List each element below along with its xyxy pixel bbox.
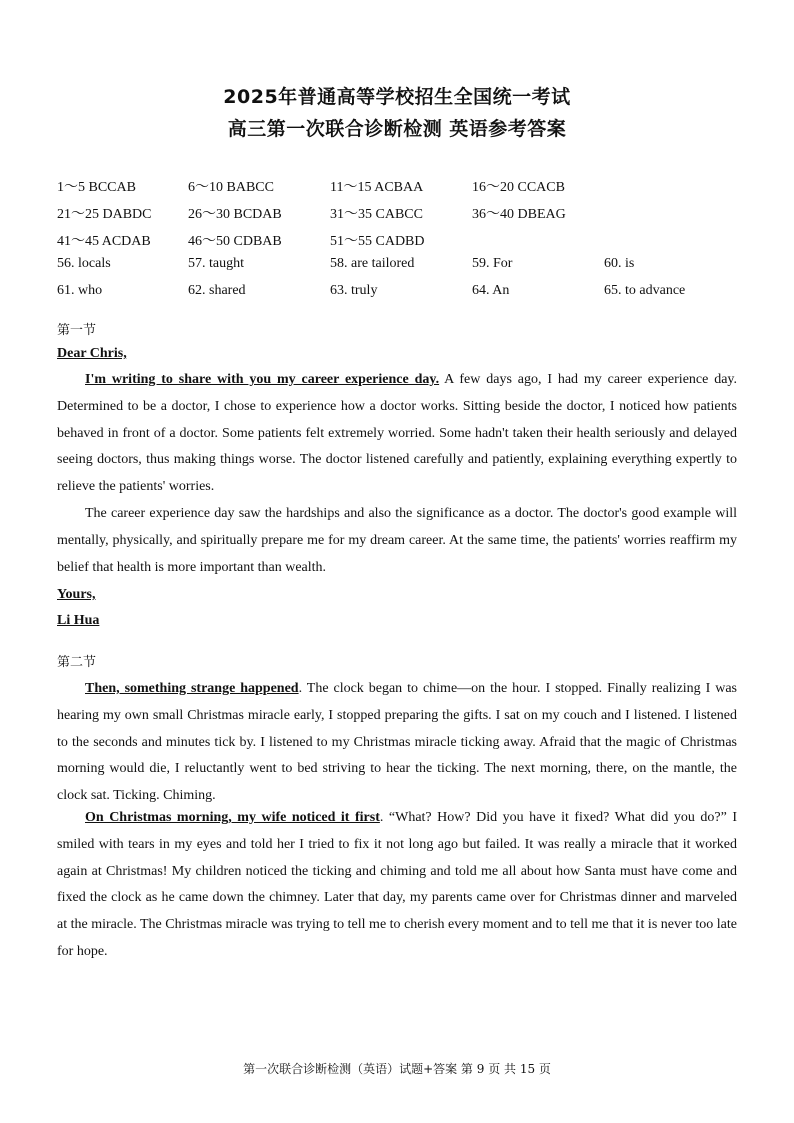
section-heading: 第二节 bbox=[57, 655, 97, 670]
lead-sentence: On Christmas morning, my wife noticed it first bbox=[85, 810, 380, 825]
paragraph-text: . “What? How? Did you have it fixed? What did you do?” I smiled with tears in my eyes and told her I tried to fix it not long ago but failed. It was really a miracle that it worked again at Christmas! My children noticed the ticking and chiming and told me all about how Santa must have come and fixed the clock as he came down the chimney. Later that day, my parents came over for Christmas dinner and marveled at the miracle. The Christmas miracle was trying to tell me to cherish every moment and to tell me that it is never too late for hope. bbox=[57, 810, 737, 959]
signature: Li Hua bbox=[57, 613, 100, 628]
page-footer: 第一次联合诊断检测（英语）试题+答案 第 9 页 共 15 页 bbox=[243, 1062, 551, 1076]
answer-item: 58. are tailored bbox=[330, 256, 415, 271]
story-paragraph bbox=[57, 676, 737, 810]
answer-item: 31～35 CABCC bbox=[330, 207, 423, 222]
answer-item: 41～45 ACDAB bbox=[57, 234, 151, 249]
answer-item: 6～10 BABCC bbox=[188, 180, 274, 195]
paragraph-text: A few days ago, I had my career experience day. Determined to be a doctor, I chose to experience how a doctor works. Sitting beside the doctor, I noticed how patients behaved in front of a doctor. Some patients felt extremely worried. Some hadn't taken their health seriously and delayed seeing doctors, thus making things worse. The doctor listened carefully and patiently, explaining everything expertly to relieve the patients' worries. bbox=[57, 372, 737, 495]
answer-item: 65. to advance bbox=[604, 283, 686, 298]
letter-paragraph bbox=[57, 367, 737, 501]
answer-item: 51～55 CADBD bbox=[330, 234, 425, 249]
answer-item: 26～30 BCDAB bbox=[188, 207, 282, 222]
lead-sentence: Then, something strange happened bbox=[85, 681, 299, 696]
answer-item: 60. is bbox=[604, 256, 635, 271]
lead-sentence: I'm writing to share with you my career experience day. bbox=[85, 372, 440, 387]
answer-item: 36～40 DBEAG bbox=[472, 207, 566, 222]
answer-item: 16～20 CCACB bbox=[472, 180, 565, 195]
answer-item: 11～15 ACBAA bbox=[330, 180, 424, 195]
answer-item: 59. For bbox=[472, 256, 513, 271]
answer-item: 56. locals bbox=[57, 256, 111, 271]
answer-item: 1～5 BCCAB bbox=[57, 180, 136, 195]
answer-item: 64. An bbox=[472, 283, 510, 298]
answer-item: 21～25 DABDC bbox=[57, 207, 152, 222]
salutation: Dear Chris, bbox=[57, 346, 127, 361]
answer-key-title: 高三第一次联合诊断检测 英语参考答案 bbox=[227, 118, 567, 140]
story-paragraph bbox=[57, 805, 737, 966]
answer-item: 63. truly bbox=[330, 283, 378, 298]
answer-item: 62. shared bbox=[188, 283, 246, 298]
paragraph-text: . The clock began to chime—on the hour. I stopped. Finally realizing I was hearing my own small Christmas miracle early, I stopped preparing the gifts. I sat on my couch and I listened. I listened to the seconds and minutes tick by. I listened to my Christmas miracle ticking away. Afraid that the magic of Christmas morning would die, I reluctantly went to bed striving to hear the ticking. The next morning, there, on the mantle, the clock sat. Ticking. Chiming. bbox=[57, 681, 737, 804]
answer-item: 57. taught bbox=[188, 256, 244, 271]
answer-item: 61. who bbox=[57, 283, 103, 298]
exam-title: 2025年普通高等学校招生全国统一考试 bbox=[223, 86, 571, 108]
closing: Yours, bbox=[57, 587, 96, 602]
letter-paragraph: The career experience day saw the hardships and also the significance as a doctor. The doctor's good example will mentally, physically, and spiritually prepare me for my dream career. At the same time, the patients' worries reaffirm my belief that health is more important than wealth. bbox=[57, 506, 737, 575]
answer-item: 46～50 CDBAB bbox=[188, 234, 282, 249]
section-heading: 第一节 bbox=[57, 323, 97, 338]
